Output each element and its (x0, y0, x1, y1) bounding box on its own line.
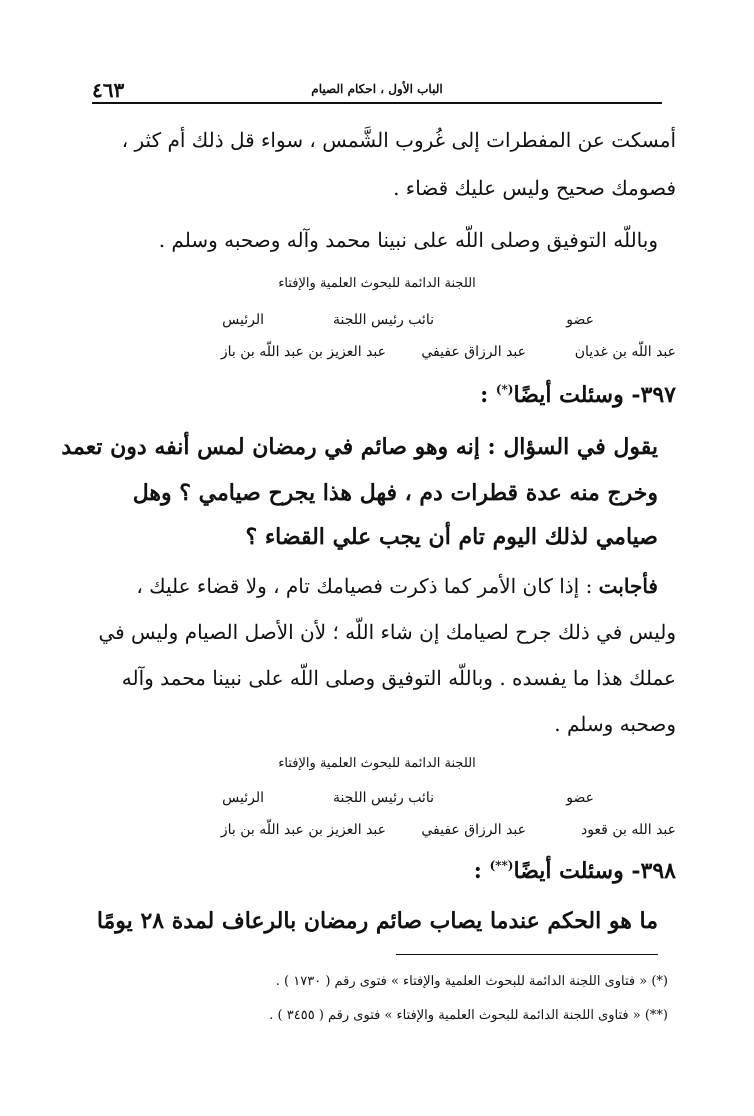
name-president: عبد العزيز بن عبد اللّه بن باز (220, 344, 386, 360)
role-member: عضو (566, 312, 594, 328)
committee-2-roles (110, 790, 644, 810)
running-title: الباب الأول ، احكام الصيام (311, 82, 443, 96)
question-397-line-1: يقول في السؤال : إنه وهو صائم في رمضان لمس أنفه دون تعمد (61, 434, 658, 460)
question-398-heading: ٣٩٨- وسئلت أيضًا(**) : (473, 858, 676, 884)
committee-1-names (110, 344, 676, 364)
page-header (92, 78, 662, 104)
answer-397-line-3: عملك هذا ما يفسده . وباللّه التوفيق وصلى اللّه على نبينا محمد وآله (121, 666, 676, 690)
intro-line-1: أمسكت عن المفطرات إلى غُروب الشَّمس ، سواء قل ذلك أم كثر ، (121, 128, 676, 152)
footnote-rule (396, 954, 658, 955)
question-397-line-3: صيامي لذلك اليوم تام أن يجب علي القضاء ؟ (245, 524, 658, 550)
answer-397-line-1: فأجابت : إذا كان الأمر كما ذكرت فصيامك تام ، ولا قضاء عليك ، (136, 574, 658, 598)
footnote-2: (**) « فتاوى اللجنة الدائمة للبحوث العلمية والإفتاء » فتوى رقم ( ٣٤٥٥ ) . (269, 1008, 668, 1023)
name-president: عبد العزيز بن عبد اللّه بن باز (220, 822, 386, 838)
role-president: الرئيس (222, 312, 264, 328)
question-397-line-2: وخرج منه عدة قطرات دم ، فهل هذا يجرح صيامي ؟ وهل (132, 480, 658, 506)
role-member: عضو (566, 790, 594, 806)
page-number: ٤٦٣ (92, 78, 125, 102)
answer-397-line-4: وصحبه وسلم . (554, 712, 676, 736)
footnote-marker-2: (**) (489, 858, 514, 873)
answer-397-line-2: وليس في ذلك جرح لصيامك إن شاء اللّه ؛ لأن الأصل الصيام وليس في (98, 620, 676, 644)
role-vice-president: نائب رئيس اللجنة (333, 312, 434, 328)
intro-line-3: وباللّه التوفيق وصلى اللّه على نبينا محمد وآله وصحبه وسلم . (158, 228, 658, 252)
header-rule (92, 102, 662, 104)
question-398-line-1: ما هو الحكم عندما يصاب صائم رمضان بالرعاف لمدة ٢٨ يومًا (96, 908, 658, 934)
footnote-1: (*) « فتاوى اللجنة الدائمة للبحوث العلمية والإفتاء » فتوى رقم ( ١٧٣٠ ) . (275, 974, 668, 989)
question-397-heading: ٣٩٧- وسئلت أيضًا(*) : (480, 382, 676, 408)
committee-1-roles (110, 312, 644, 332)
committee-2-names (110, 822, 676, 842)
footnote-marker-1: (*) (495, 382, 514, 397)
role-vice-president: نائب رئيس اللجنة (333, 790, 434, 806)
committee-2-title: اللجنة الدائمة للبحوث العلمية والإفتاء (278, 756, 476, 771)
committee-1-title: اللجنة الدائمة للبحوث العلمية والإفتاء (278, 276, 476, 291)
intro-line-2: فصومك صحيح وليس عليك قضاء . (393, 176, 676, 200)
role-president: الرئيس (222, 790, 264, 806)
name-vice-president: عبد الرزاق عفيفي (421, 822, 526, 838)
answer-label: فأجابت (598, 574, 658, 598)
name-vice-president: عبد الرزاق عفيفي (421, 344, 526, 360)
name-member: عبد الله بن قعود (580, 822, 676, 838)
name-member: عبد اللّه بن غديان (574, 344, 676, 360)
